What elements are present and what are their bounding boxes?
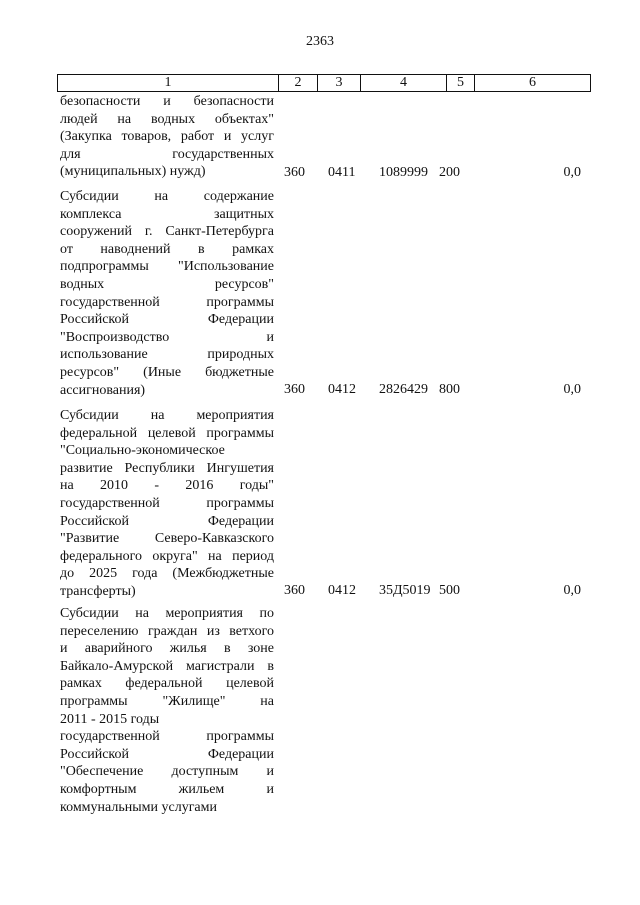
cell-col-3: 0412	[328, 583, 356, 598]
description-line: Субсидии на мероприятия по	[60, 606, 274, 621]
description-line: использование природных	[60, 347, 274, 363]
header-col-1: 1	[58, 75, 279, 91]
description-line: "Воспроизводство и	[60, 329, 274, 345]
description-line: Байкало-Амурской магистрали в	[60, 658, 274, 674]
row-description	[60, 93, 274, 181]
cell-col-4: 35Д5019	[379, 583, 431, 598]
description-line: Российской Федерации	[60, 513, 274, 529]
cell-col-3: 0411	[328, 165, 356, 180]
description-line: от наводнений в рамках	[60, 241, 274, 257]
description-line: ресурсов" (Иные бюджетные	[60, 364, 274, 380]
description-line: Субсидии на содержание	[60, 189, 274, 204]
cell-col-2: 360	[284, 382, 305, 397]
cell-col-6: 0,0	[563, 165, 581, 180]
description-line: Российской Федерации	[60, 746, 274, 762]
description-line: Субсидии на мероприятия	[60, 408, 274, 423]
header-col-3: 3	[318, 75, 361, 91]
description-line: государственной программы	[60, 729, 274, 745]
description-line: коммунальными услугами	[60, 799, 218, 815]
cell-col-3: 0412	[328, 382, 356, 397]
header-col-6: 6	[529, 75, 536, 90]
page-number: 2363	[306, 34, 334, 49]
description-line: Российской Федерации	[60, 312, 274, 328]
description-line: федеральной целевой программы	[60, 425, 274, 441]
description-line: рамках федеральной целевой	[60, 676, 274, 692]
cell-col-6: 0,0	[563, 382, 581, 397]
cell-col-2: 360	[284, 165, 305, 180]
description-line: на 2010 - 2016 годы"	[60, 478, 274, 494]
description-line: комплекса защитных	[60, 206, 274, 222]
description-line: 2011 - 2015 годы	[60, 711, 160, 727]
header-col-2: 2	[279, 75, 318, 91]
description-line: "Развитие Северо-Кавказского	[60, 531, 274, 547]
description-line: федерального округа" на период	[60, 548, 274, 564]
description-line: водных ресурсов"	[60, 276, 274, 292]
description-line: и аварийного жилья в зоне	[60, 641, 274, 657]
description-line: государственной программы	[60, 495, 274, 511]
cell-col-5: 500	[439, 583, 460, 598]
description-line: переселению граждан из ветхого	[60, 623, 274, 639]
description-line: безопасности и безопасности	[60, 94, 274, 109]
row-description	[60, 407, 274, 601]
cell-col-4: 1089999	[379, 165, 428, 180]
description-line: (Закупка товаров, работ и услуг	[60, 129, 274, 145]
description-line: для государственных	[60, 146, 274, 162]
description-line: людей на водных объектах"	[60, 111, 274, 127]
description-line: "Социально-экономическое	[60, 443, 225, 459]
description-line: развитие Республики Ингушетия	[60, 460, 274, 476]
row-description	[60, 605, 274, 816]
header-col-4: 4	[361, 75, 447, 91]
description-line: (муниципальных) нужд)	[60, 164, 206, 180]
description-line: комфортным жильем и	[60, 781, 274, 797]
cell-col-4: 2826429	[379, 382, 428, 397]
description-line: подпрограммы "Использование	[60, 259, 274, 275]
cell-col-6: 0,0	[563, 583, 581, 598]
description-line: до 2025 года (Межбюджетные	[60, 566, 274, 582]
description-line: ассигнования)	[60, 382, 146, 398]
table-header	[57, 74, 591, 92]
row-description	[60, 188, 274, 399]
cell-col-5: 200	[439, 165, 460, 180]
description-line: трансферты)	[60, 583, 136, 599]
description-line: "Обеспечение доступным и	[60, 764, 274, 780]
description-line: государственной программы	[60, 294, 274, 310]
cell-col-5: 800	[439, 382, 460, 397]
description-line: программы "Жилище" на	[60, 693, 274, 709]
header-col-5: 5	[447, 75, 475, 91]
description-line: сооружений г. Санкт-Петербурга	[60, 224, 274, 240]
cell-col-2: 360	[284, 583, 305, 598]
